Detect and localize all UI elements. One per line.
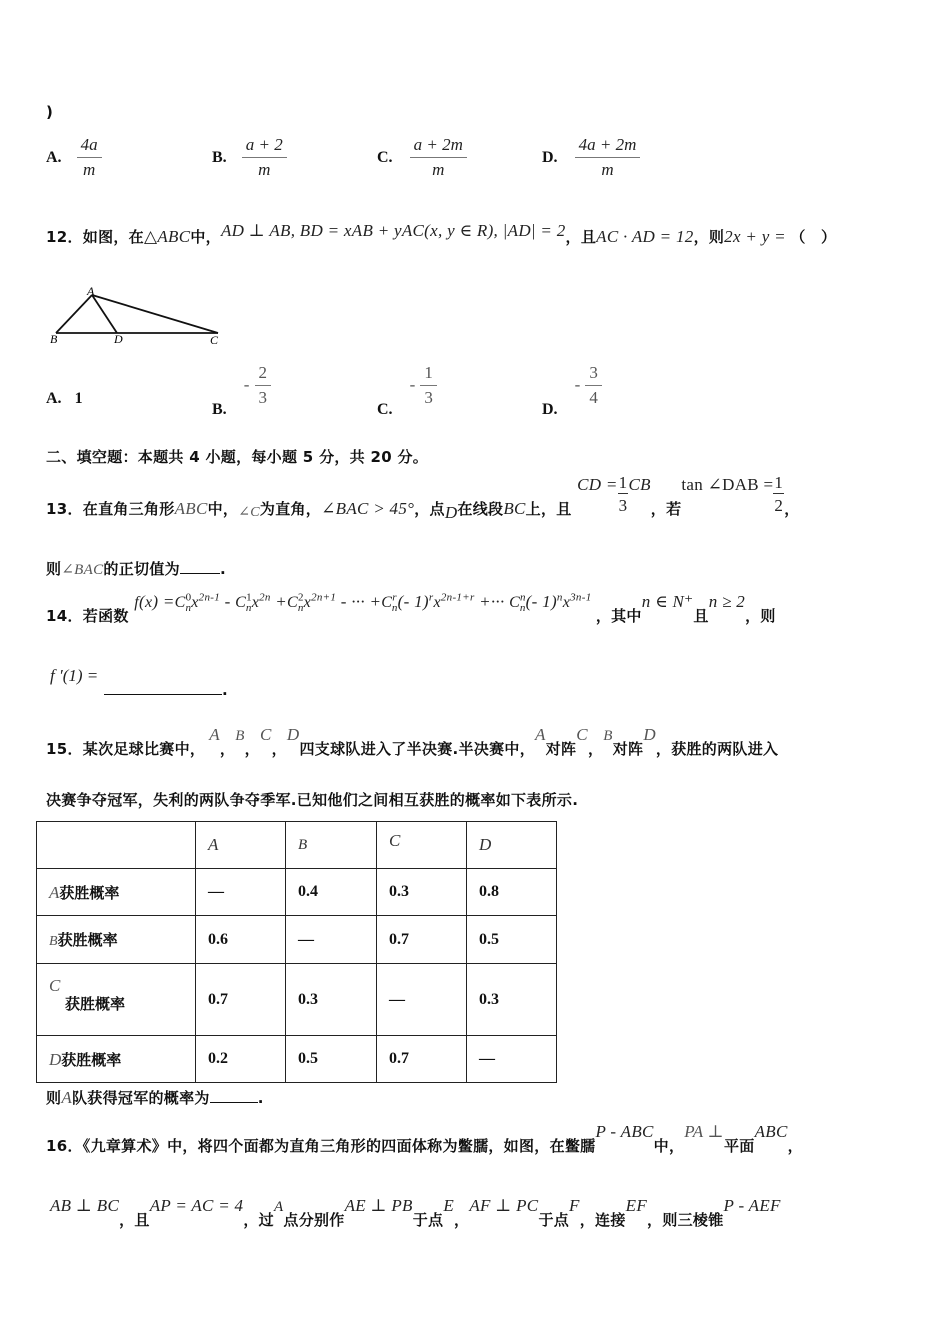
q15-stem-line2: 决赛争夺冠军，失利的两队争夺季军.已知他们之间相互获胜的概率如下表所示. [46, 791, 579, 809]
triangle-figure [46, 285, 236, 347]
option-label: B. [212, 401, 227, 418]
option-fraction: $\frac{4a}{m}$ [77, 136, 102, 179]
q15-stem: 15．某次足球比赛中，A，B，C，D四支球队进入了半决赛.半决赛中，A对阵C，B对阵D，获胜的两队进入 [46, 725, 779, 758]
q15-ask: 则A队获得冠军的概率为 . [46, 1088, 264, 1107]
table-row [37, 916, 557, 964]
answer-blank[interactable] [210, 1102, 258, 1103]
q16-stem-line2: AB ⊥ BC，且AP = AC = 4，过A点分别作AE ⊥ PB于点E，AF ⊥ PC于点F，连接EF，则三棱锥P - AEF [50, 1196, 781, 1229]
option-label: A. [46, 149, 62, 166]
table-cell: — [467, 1036, 557, 1083]
q11-option-d[interactable] [542, 136, 640, 179]
option-fraction: $\frac{3}{4}$ [585, 364, 602, 407]
svg-text:A: A [87, 285, 95, 298]
q14-answer-line: . [104, 680, 228, 699]
table-cell: 0.4 [286, 869, 377, 916]
q14-formula: $f(x) =C^0_nx^{2n-1} - C^1_nx^{2n} +C^2_nx^{2n+1}$ - ··· $+C^r_n(-$ $1)^rx^{2n-1+r}$ +··· $C^n_n(-$ $1)^nx^{3n-1}$ [134, 591, 592, 615]
table-row [37, 869, 557, 916]
table-header: C [377, 822, 467, 869]
q13-stem: 13．在直角三角形ABC中，∠C为直角，∠BAC > 45°，点D在线段BC上，且 CD = $\frac{1}{3}$ CB，若tan ∠DAB = $\frac{1}{2}$ ， [46, 473, 800, 522]
q12-option-c[interactable]: C. - $\frac{1}{3}$ [377, 364, 437, 407]
table-corner [37, 822, 196, 869]
option-label: B. [212, 149, 227, 166]
probability-table [36, 821, 557, 1083]
table-cell: 0.5 [286, 1036, 377, 1083]
table-cell: 0.3 [467, 964, 557, 1036]
row-label: B获胜概率 [37, 916, 196, 964]
table-cell: 0.8 [467, 869, 557, 916]
q13-ask: 则∠BAC的正切值为 . [46, 560, 226, 578]
svg-text:C: C [210, 333, 219, 347]
option-label: C. [377, 401, 393, 418]
q14-stem: 14．若函数 $f(x) =C^0_nx^{2n-1} - C^1_nx^{2n} +C^2_nx^{2n+1}$ - ··· $+C^r_n(-$ $1)^rx^{2n-1+r}$ +··· $C^n_n(-$ $1)^nx^{3n-1}$ ，其中n ∈ N⁺且n ≥ 2，则 [46, 591, 776, 625]
option-label: D. [542, 149, 558, 166]
table-cell: 0.7 [196, 964, 286, 1036]
table-cell: 0.3 [286, 964, 377, 1036]
row-label: A获胜概率 [37, 869, 196, 916]
table-header: B [286, 822, 377, 869]
q12-option-b[interactable]: B. - $\frac{2}{3}$ [212, 364, 271, 407]
table-header: D [467, 822, 557, 869]
table-header-row [37, 822, 557, 869]
option-fraction: $\frac{4a + 2m}{m}$ [575, 136, 641, 179]
row-label: C 获胜概率 [37, 964, 196, 1036]
table-cell: — [286, 916, 377, 964]
q11-option-a[interactable] [46, 136, 102, 179]
table-row [37, 1036, 557, 1083]
answer-blank[interactable] [104, 680, 222, 695]
option-label: D. [542, 401, 558, 418]
answer-blank[interactable] [180, 573, 220, 574]
q16-stem: 16．《九章算术》中，将四个面都为直角三角形的四面体称为鳖臑，如图，在鳖臑P - ABC中，PA ⊥平面ABC， [46, 1122, 803, 1155]
option-fraction: $\frac{a + 2m}{m}$ [410, 136, 467, 179]
table-header: A [196, 822, 286, 869]
q14-answer: f ′(1) = [50, 666, 99, 685]
q12-stem: 12．如图，在△ABC中，AD ⊥ AB, BD = xAB + yAC(x, y ∈ R), |AD| = 2，且AC · AD = 12，则2x + y = （ ） [46, 221, 837, 246]
svg-text:D: D [114, 332, 123, 346]
option-value: 1 [74, 390, 83, 407]
table-cell: 0.7 [377, 1036, 467, 1083]
q11-option-c[interactable] [377, 136, 467, 179]
table-cell: 0.6 [196, 916, 286, 964]
section-heading: 二、填空题：本题共 4 小题，每小题 5 分，共 20 分。 [46, 448, 429, 466]
table-cell: 0.7 [377, 916, 467, 964]
q12-option-d[interactable]: D. - $\frac{3}{4}$ [542, 364, 602, 407]
table-cell: 0.2 [196, 1036, 286, 1083]
q11-close-paren: ) [46, 103, 54, 121]
table-cell: 0.5 [467, 916, 557, 964]
table-cell: — [196, 869, 286, 916]
table-cell: — [377, 964, 467, 1036]
row-label: D获胜概率 [37, 1036, 196, 1083]
option-label: A. [46, 390, 62, 407]
q12-option-a[interactable] [46, 388, 83, 408]
option-fraction: $\frac{a + 2}{m}$ [242, 136, 287, 179]
svg-text:B: B [50, 332, 58, 346]
table-cell: 0.3 [377, 869, 467, 916]
q11-option-b[interactable] [212, 136, 287, 179]
table-row [37, 964, 557, 1036]
option-fraction: $\frac{1}{3}$ [420, 364, 437, 407]
option-label: C. [377, 149, 393, 166]
option-fraction: $\frac{2}{3}$ [255, 364, 272, 407]
